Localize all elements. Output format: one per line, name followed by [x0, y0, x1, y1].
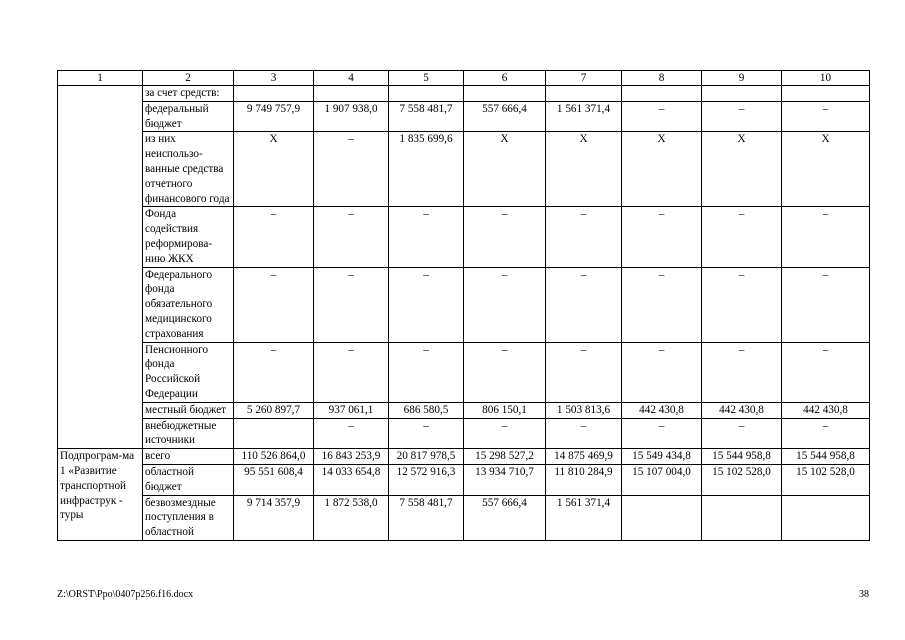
value-cell: 95 551 608,4 [234, 464, 314, 495]
value-cell: 16 843 253,9 [314, 449, 389, 465]
value-cell: – [314, 207, 389, 267]
value-cell: – [782, 101, 870, 132]
value-cell [622, 86, 702, 102]
source-cell: Фонда содействия реформирова-нию ЖКХ [143, 207, 234, 267]
source-cell: областной бюджет [143, 464, 234, 495]
value-cell: – [389, 207, 464, 267]
value-cell [702, 495, 782, 540]
value-cell: 1 835 699,6 [389, 132, 464, 207]
header-cell: 9 [702, 71, 782, 86]
header-cell: 8 [622, 71, 702, 86]
value-cell: 1 872 538,0 [314, 495, 389, 540]
value-cell: – [314, 267, 389, 342]
value-cell [782, 86, 870, 102]
source-cell: местный бюджет [143, 402, 234, 418]
value-cell [389, 86, 464, 102]
value-cell: 15 549 434,8 [622, 449, 702, 465]
value-cell: 9 749 757,9 [234, 101, 314, 132]
table-row [58, 418, 870, 449]
header-cell: 6 [464, 71, 546, 86]
value-cell: X [546, 132, 622, 207]
value-cell: – [464, 267, 546, 342]
value-cell: 110 526 864,0 [234, 449, 314, 465]
value-cell: – [464, 342, 546, 402]
header-cell: 7 [546, 71, 622, 86]
value-cell: – [389, 267, 464, 342]
value-cell: – [782, 207, 870, 267]
value-cell: X [234, 132, 314, 207]
header-cell: 3 [234, 71, 314, 86]
value-cell: 686 580,5 [389, 402, 464, 418]
value-cell: – [464, 207, 546, 267]
table-row [58, 464, 870, 495]
value-cell: – [389, 342, 464, 402]
value-cell [314, 86, 389, 102]
value-cell: – [782, 267, 870, 342]
value-cell [782, 495, 870, 540]
value-cell [702, 86, 782, 102]
value-cell: – [702, 101, 782, 132]
footer-file-path: Z:\ORST\Ppo\0407p256.f16.docx [57, 589, 194, 600]
source-cell: Федерального фонда обязательного медицинского страхования [143, 267, 234, 342]
value-cell: X [782, 132, 870, 207]
program-cell: Подпрограм-ма 1 «Развитие транспортной инфраструк - туры [58, 449, 143, 541]
table-row [58, 342, 870, 402]
source-cell: всего [143, 449, 234, 465]
source-cell: из них неиспользо-ванные средства отчетного финансового года [143, 132, 234, 207]
value-cell: – [546, 342, 622, 402]
value-cell: 15 102 528,0 [782, 464, 870, 495]
budget-table [57, 70, 870, 541]
value-cell: – [546, 418, 622, 449]
table-row [58, 402, 870, 418]
value-cell: X [464, 132, 546, 207]
value-cell: 9 714 357,9 [234, 495, 314, 540]
value-cell: – [622, 207, 702, 267]
value-cell: 7 558 481,7 [389, 101, 464, 132]
header-cell: 4 [314, 71, 389, 86]
value-cell: – [702, 418, 782, 449]
value-cell: – [622, 418, 702, 449]
value-cell: 12 572 916,3 [389, 464, 464, 495]
value-cell: 442 430,8 [782, 402, 870, 418]
value-cell: – [782, 342, 870, 402]
value-cell [622, 495, 702, 540]
value-cell: 13 934 710,7 [464, 464, 546, 495]
source-cell: за счет средств: [143, 86, 234, 102]
header-cell: 10 [782, 71, 870, 86]
value-cell [546, 86, 622, 102]
table-row [58, 267, 870, 342]
value-cell: – [314, 132, 389, 207]
table-row [58, 495, 870, 540]
header-cell: 2 [143, 71, 234, 86]
source-cell: внебюджетные источники [143, 418, 234, 449]
value-cell: 15 544 958,8 [782, 449, 870, 465]
table-row [58, 86, 870, 102]
value-cell: 937 061,1 [314, 402, 389, 418]
value-cell: X [702, 132, 782, 207]
value-cell: 557 666,4 [464, 101, 546, 132]
value-cell: 20 817 978,5 [389, 449, 464, 465]
value-cell: – [314, 418, 389, 449]
value-cell: 15 102 528,0 [702, 464, 782, 495]
value-cell: – [622, 342, 702, 402]
value-cell: – [546, 207, 622, 267]
value-cell: 1 907 938,0 [314, 101, 389, 132]
value-cell: 7 558 481,7 [389, 495, 464, 540]
source-cell: безвозмездные поступления в областной [143, 495, 234, 540]
value-cell: X [622, 132, 702, 207]
value-cell: – [314, 342, 389, 402]
value-cell: – [622, 267, 702, 342]
value-cell: – [234, 342, 314, 402]
page-number: 38 [859, 589, 869, 600]
value-cell: 1 561 371,4 [546, 495, 622, 540]
source-cell: федеральный бюджет [143, 101, 234, 132]
value-cell [234, 418, 314, 449]
header-cell: 5 [389, 71, 464, 86]
value-cell: – [234, 267, 314, 342]
value-cell: – [234, 207, 314, 267]
program-cell [58, 86, 143, 449]
value-cell: 806 150,1 [464, 402, 546, 418]
source-cell: Пенсионного фонда Российской Федерации [143, 342, 234, 402]
value-cell: 442 430,8 [702, 402, 782, 418]
table-row [58, 101, 870, 132]
value-cell: 11 810 284,9 [546, 464, 622, 495]
value-cell: 15 298 527,2 [464, 449, 546, 465]
value-cell: 1 561 371,4 [546, 101, 622, 132]
value-cell: – [622, 101, 702, 132]
value-cell [234, 86, 314, 102]
header-cell: 1 [58, 71, 143, 86]
value-cell: 15 107 004,0 [622, 464, 702, 495]
value-cell: 5 260 897,7 [234, 402, 314, 418]
value-cell: 1 503 813,6 [546, 402, 622, 418]
value-cell: – [702, 342, 782, 402]
table-row [58, 449, 870, 465]
value-cell: 557 666,4 [464, 495, 546, 540]
value-cell: – [546, 267, 622, 342]
value-cell: – [464, 418, 546, 449]
value-cell: – [702, 207, 782, 267]
value-cell: – [389, 418, 464, 449]
table-row [58, 207, 870, 267]
value-cell: 14 875 469,9 [546, 449, 622, 465]
value-cell [464, 86, 546, 102]
value-cell: – [782, 418, 870, 449]
value-cell: 442 430,8 [622, 402, 702, 418]
header-row [58, 71, 870, 86]
value-cell: 14 033 654,8 [314, 464, 389, 495]
value-cell: 15 544 958,8 [702, 449, 782, 465]
table-row [58, 132, 870, 207]
value-cell: – [702, 267, 782, 342]
